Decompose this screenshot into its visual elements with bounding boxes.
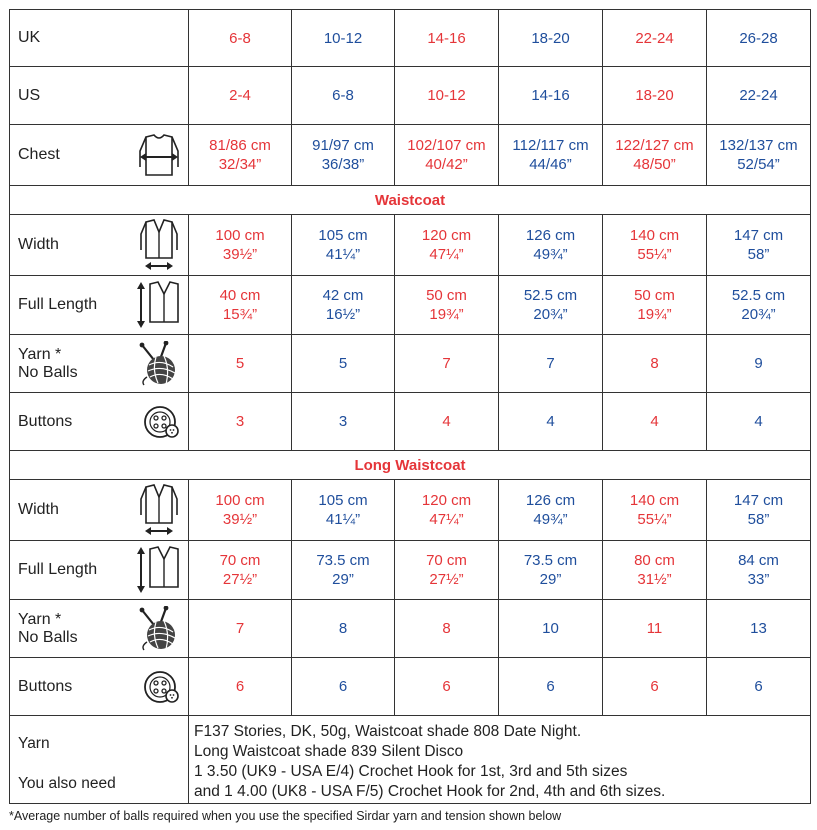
size-value: 42 cm 16½” [292,276,395,335]
size-value: 6 [189,658,292,716]
size-value: 70 cm 27½” [189,541,292,600]
size-value: 50 cm 19¾” [603,276,707,335]
size-value: 102/107 cm 40/42” [395,125,499,186]
size-value: 11 [603,600,707,658]
yarn-row [10,600,811,658]
size-value: 6 [499,658,603,716]
size-value: 3 [292,393,395,451]
size-value: 120 cm 47¼” [395,215,499,276]
size-value: 8 [395,600,499,658]
size-value: 122/127 cm 48/50” [603,125,707,186]
size-value: 13 [707,600,811,658]
size-value: 14-16 [395,10,499,67]
row-label: Chest [18,146,60,163]
row-label: Buttons [18,677,73,695]
size-value: 7 [499,335,603,393]
footer-line: Long Waistcoat shade 839 Silent Disco [194,743,464,760]
footer-line: and 1 4.00 (UK8 - USA F/5) Crochet Hook for 2nd, 4th and 6th sizes. [194,783,666,800]
row-label: UK [18,29,41,46]
size-value: 8 [603,335,707,393]
size-value: 100 cm 39½” [189,480,292,541]
size-value: 4 [603,393,707,451]
size-value: 73.5 cm 29” [292,541,395,600]
size-value: 140 cm 55¼” [603,480,707,541]
size-value: 80 cm 31½” [603,541,707,600]
footer-line: F137 Stories, DK, 50g, Waistcoat shade 808 Date Night. [194,723,582,740]
size-value: 4 [395,393,499,451]
size-value: 120 cm 47¼” [395,480,499,541]
size-value: 40 cm 15¾” [189,276,292,335]
size-value: 9 [707,335,811,393]
row-label: Width [18,236,59,253]
size-value: 5 [292,335,395,393]
footer-row [10,716,811,804]
section-header [10,186,811,215]
section-title: Long Waistcoat [10,451,811,480]
size-value: 105 cm 41¼” [292,480,395,541]
size-value: 26-28 [707,10,811,67]
row-label: Full Length [18,296,98,313]
size-value: 132/137 cm 52/54” [707,125,811,186]
size-value: 5 [189,335,292,393]
row-label: Buttons [18,412,73,430]
size-value: 147 cm 58” [707,480,811,541]
size-value: 10-12 [395,67,499,125]
size-value: 105 cm 41¼” [292,215,395,276]
size-value: 52.5 cm 20¾” [499,276,603,335]
length-row [10,541,811,600]
row-label: Yarn * [18,345,62,363]
size-value: 18-20 [499,10,603,67]
yarn-row [10,335,811,393]
size-value: 14-16 [499,67,603,125]
size-value: 6 [707,658,811,716]
size-value: 10 [499,600,603,658]
row-label: US [18,86,41,104]
us-row [10,67,811,125]
size-value: 91/97 cm 36/38” [292,125,395,186]
size-value: 6-8 [189,10,292,67]
size-value: 126 cm 49¾” [499,215,603,276]
size-value: 6 [603,658,707,716]
size-value: 22-24 [603,10,707,67]
size-value: 81/86 cm 32/34” [189,125,292,186]
size-value: 2-4 [189,67,292,125]
width-row [10,215,811,276]
row-label: Yarn * [18,610,62,628]
chest-row [10,125,811,186]
you-also-need-label: You also need [18,774,116,792]
size-value: 112/117 cm 44/46” [499,125,603,186]
buttons-row [10,658,811,716]
row-label: Width [18,501,59,518]
size-value: 70 cm 27½” [395,541,499,600]
yarn-ball-icon [136,341,182,387]
uk-row [10,10,811,67]
length-measure-icon [136,543,182,597]
button-icon [142,402,182,442]
size-value: 140 cm 55¼” [603,215,707,276]
size-value: 73.5 cm 29” [499,541,603,600]
size-value: 6-8 [292,67,395,125]
length-row [10,276,811,335]
footnote: *Average number of balls required when you use the specified Sirdar yarn and tension shown below [9,809,562,823]
length-measure-icon [136,278,182,332]
size-value: 22-24 [707,67,811,125]
size-value: 6 [292,658,395,716]
size-value: 4 [499,393,603,451]
size-value: 8 [292,600,395,658]
size-value: 52.5 cm 20¾” [707,276,811,335]
row-label: Full Length [18,561,98,578]
buttons-row [10,393,811,451]
size-value: 4 [707,393,811,451]
chest-measure-icon [136,133,182,177]
size-value: 6 [395,658,499,716]
size-value: 7 [395,335,499,393]
width-measure-icon [136,218,182,272]
button-icon [142,667,182,707]
size-value: 100 cm 39½” [189,215,292,276]
size-value: 18-20 [603,67,707,125]
section-header [10,451,811,480]
size-table [9,9,811,804]
size-value: 7 [189,600,292,658]
row-label: No Balls [18,628,78,646]
footer-line: 1 3.50 (UK9 - USA E/4) Crochet Hook for 1st, 3rd and 5th sizes [194,763,628,780]
width-measure-icon [136,483,182,537]
yarn-ball-icon [136,606,182,652]
size-value: 10-12 [292,10,395,67]
yarn-label: Yarn [18,734,50,752]
section-title: Waistcoat [10,186,811,215]
width-row [10,480,811,541]
size-value: 147 cm 58” [707,215,811,276]
size-value: 126 cm 49¾” [499,480,603,541]
row-label: No Balls [18,363,78,381]
size-value: 50 cm 19¾” [395,276,499,335]
size-value: 3 [189,393,292,451]
size-value: 84 cm 33” [707,541,811,600]
